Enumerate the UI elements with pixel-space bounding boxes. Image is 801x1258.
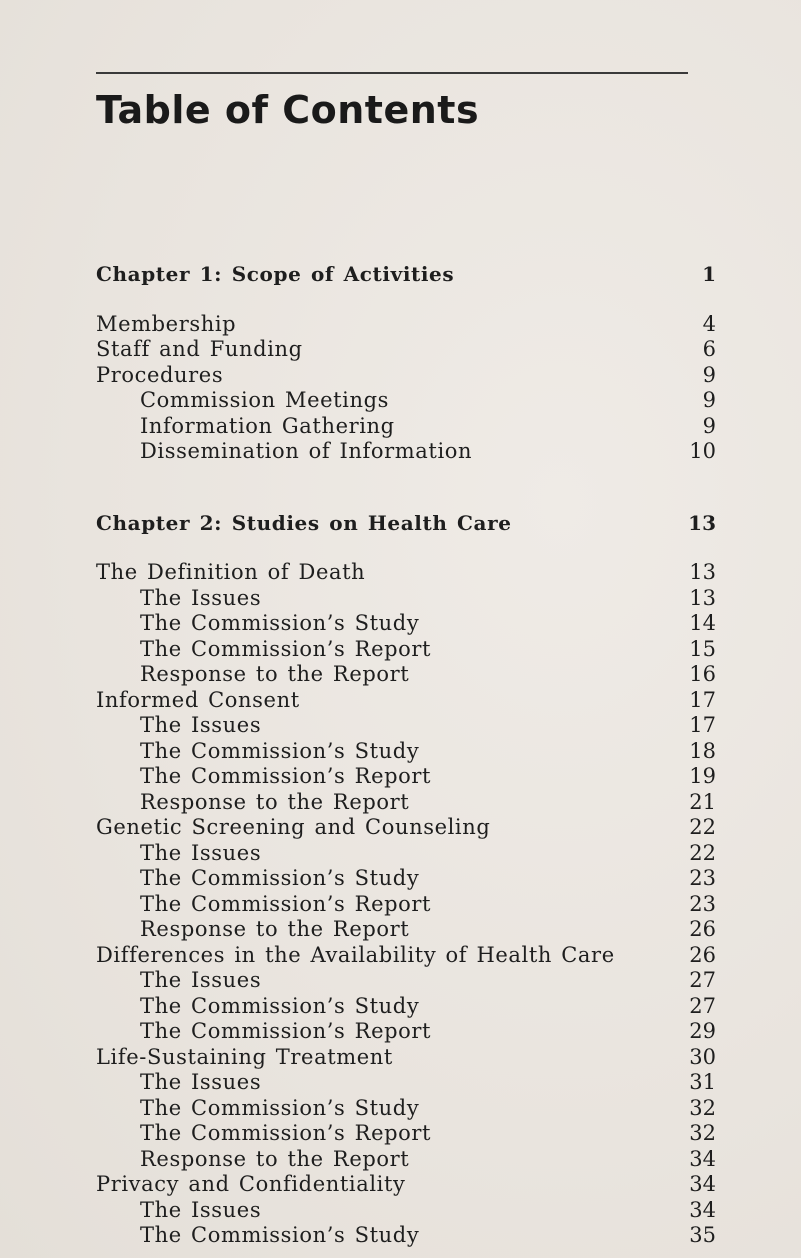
spacer bbox=[96, 465, 716, 511]
entry-title: The Commission’s Study bbox=[140, 611, 420, 635]
toc-subentry bbox=[96, 968, 716, 994]
page-title: Table of Contents bbox=[96, 88, 480, 132]
entry-page-number: 32 bbox=[689, 1095, 716, 1120]
entry-title: Membership bbox=[96, 311, 237, 336]
entry-title: Life-Sustaining Treatment bbox=[96, 1044, 393, 1069]
entry-page-number: 6 bbox=[702, 337, 716, 361]
entry-title: The Issues bbox=[140, 585, 262, 610]
entry-page-number: 27 bbox=[689, 993, 716, 1018]
toc-entry bbox=[96, 337, 716, 363]
chapter-page-number: 1 bbox=[702, 262, 716, 286]
entry-page-number: 19 bbox=[689, 764, 716, 788]
toc-subentry bbox=[96, 790, 716, 816]
entry-page-number: 34 bbox=[689, 1146, 716, 1171]
entry-title: The Commission’s Study bbox=[140, 866, 420, 890]
entry-title: The Issues bbox=[140, 713, 262, 737]
entry-page-number: 17 bbox=[689, 713, 716, 737]
entry-title: The Issues bbox=[140, 968, 262, 992]
toc-entry bbox=[96, 363, 716, 389]
entry-page-number: 18 bbox=[689, 738, 716, 763]
entry-title: The Definition of Death bbox=[96, 560, 366, 584]
entry-page-number: 16 bbox=[689, 662, 716, 686]
toc-subentry bbox=[96, 414, 716, 440]
chapter-heading bbox=[96, 511, 716, 537]
entry-page-number: 9 bbox=[702, 413, 716, 438]
entry-title: The Issues bbox=[140, 1070, 262, 1094]
toc-subentry bbox=[96, 1019, 716, 1045]
entry-page-number: 14 bbox=[689, 611, 716, 635]
toc-subentry bbox=[96, 586, 716, 612]
table-of-contents bbox=[96, 262, 716, 1249]
spacer bbox=[96, 536, 716, 560]
toc-subentry bbox=[96, 866, 716, 892]
entry-title: The Commission’s Report bbox=[140, 636, 432, 661]
entry-title: The Commission’s Study bbox=[140, 1095, 420, 1120]
entry-title: Commission Meetings bbox=[140, 388, 390, 412]
entry-title: The Commission’s Report bbox=[140, 764, 432, 788]
entry-title: Informed Consent bbox=[96, 687, 300, 712]
entry-page-number: 32 bbox=[689, 1121, 716, 1145]
entry-title: The Commission’s Report bbox=[140, 1019, 432, 1043]
toc-entry bbox=[96, 1045, 716, 1071]
toc-entry bbox=[96, 943, 716, 969]
toc-subentry bbox=[96, 1121, 716, 1147]
entry-page-number: 15 bbox=[689, 636, 716, 661]
entry-page-number: 21 bbox=[689, 789, 716, 814]
toc-subentry bbox=[96, 994, 716, 1020]
toc-subentry bbox=[96, 1096, 716, 1122]
entry-page-number: 9 bbox=[702, 388, 716, 412]
entry-title: The Commission’s Study bbox=[140, 738, 420, 763]
entry-title: Procedures bbox=[96, 362, 224, 387]
toc-subentry bbox=[96, 388, 716, 414]
entry-page-number: 22 bbox=[689, 815, 716, 839]
entry-page-number: 13 bbox=[689, 585, 716, 610]
toc-subentry bbox=[96, 917, 716, 943]
entry-title: Response to the Report bbox=[140, 917, 410, 941]
entry-page-number: 9 bbox=[702, 362, 716, 387]
toc-subentry bbox=[96, 1147, 716, 1173]
entry-title: Staff and Funding bbox=[96, 337, 303, 361]
toc-entry bbox=[96, 688, 716, 714]
toc-subentry bbox=[96, 1070, 716, 1096]
entry-title: The Commission’s Report bbox=[140, 1121, 432, 1145]
entry-page-number: 26 bbox=[689, 942, 716, 967]
toc-subentry bbox=[96, 611, 716, 637]
entry-title: The Issues bbox=[140, 840, 262, 865]
chapter-page-number: 13 bbox=[688, 510, 716, 535]
entry-page-number: 31 bbox=[689, 1070, 716, 1094]
chapter-heading bbox=[96, 262, 716, 288]
toc-subentry bbox=[96, 764, 716, 790]
toc-entry bbox=[96, 560, 716, 586]
entry-page-number: 22 bbox=[689, 840, 716, 865]
entry-title: Dissemination of Information bbox=[140, 439, 473, 463]
entry-title: The Issues bbox=[140, 1197, 262, 1222]
entry-page-number: 29 bbox=[689, 1019, 716, 1043]
entry-title: The Commission’s Study bbox=[140, 993, 420, 1018]
toc-subentry bbox=[96, 637, 716, 663]
toc-subentry bbox=[96, 739, 716, 765]
entry-page-number: 26 bbox=[689, 917, 716, 941]
entry-page-number: 35 bbox=[689, 1223, 716, 1247]
toc-subentry bbox=[96, 713, 716, 739]
entry-page-number: 23 bbox=[689, 891, 716, 916]
entry-page-number: 13 bbox=[689, 560, 716, 584]
entry-title: Response to the Report bbox=[140, 662, 410, 686]
entry-title: The Commission’s Study bbox=[140, 1223, 420, 1247]
toc-entry bbox=[96, 815, 716, 841]
entry-title: Privacy and Confidentiality bbox=[96, 1172, 406, 1196]
entry-title: Response to the Report bbox=[140, 1146, 410, 1171]
title-rule bbox=[96, 72, 688, 74]
entry-page-number: 17 bbox=[689, 687, 716, 712]
entry-page-number: 23 bbox=[689, 866, 716, 890]
toc-subentry bbox=[96, 439, 716, 465]
entry-page-number: 30 bbox=[689, 1044, 716, 1069]
toc-entry bbox=[96, 1172, 716, 1198]
toc-subentry bbox=[96, 892, 716, 918]
entry-title: The Commission’s Report bbox=[140, 891, 432, 916]
entry-title: Response to the Report bbox=[140, 789, 410, 814]
toc-subentry bbox=[96, 841, 716, 867]
entry-page-number: 27 bbox=[689, 968, 716, 992]
chapter-title: Chapter 1: Scope of Activities bbox=[96, 262, 455, 286]
entry-title: Information Gathering bbox=[140, 413, 395, 438]
entry-page-number: 4 bbox=[702, 311, 716, 336]
entry-title: Genetic Screening and Counseling bbox=[96, 815, 491, 839]
spacer bbox=[96, 288, 716, 312]
toc-subentry bbox=[96, 662, 716, 688]
toc-subentry bbox=[96, 1223, 716, 1249]
chapter-title: Chapter 2: Studies on Health Care bbox=[96, 510, 512, 535]
entry-page-number: 34 bbox=[689, 1172, 716, 1196]
entry-page-number: 10 bbox=[689, 439, 716, 463]
toc-subentry bbox=[96, 1198, 716, 1224]
entry-title: Differences in the Availability of Health Care bbox=[96, 942, 615, 967]
toc-entry bbox=[96, 312, 716, 338]
entry-page-number: 34 bbox=[689, 1197, 716, 1222]
